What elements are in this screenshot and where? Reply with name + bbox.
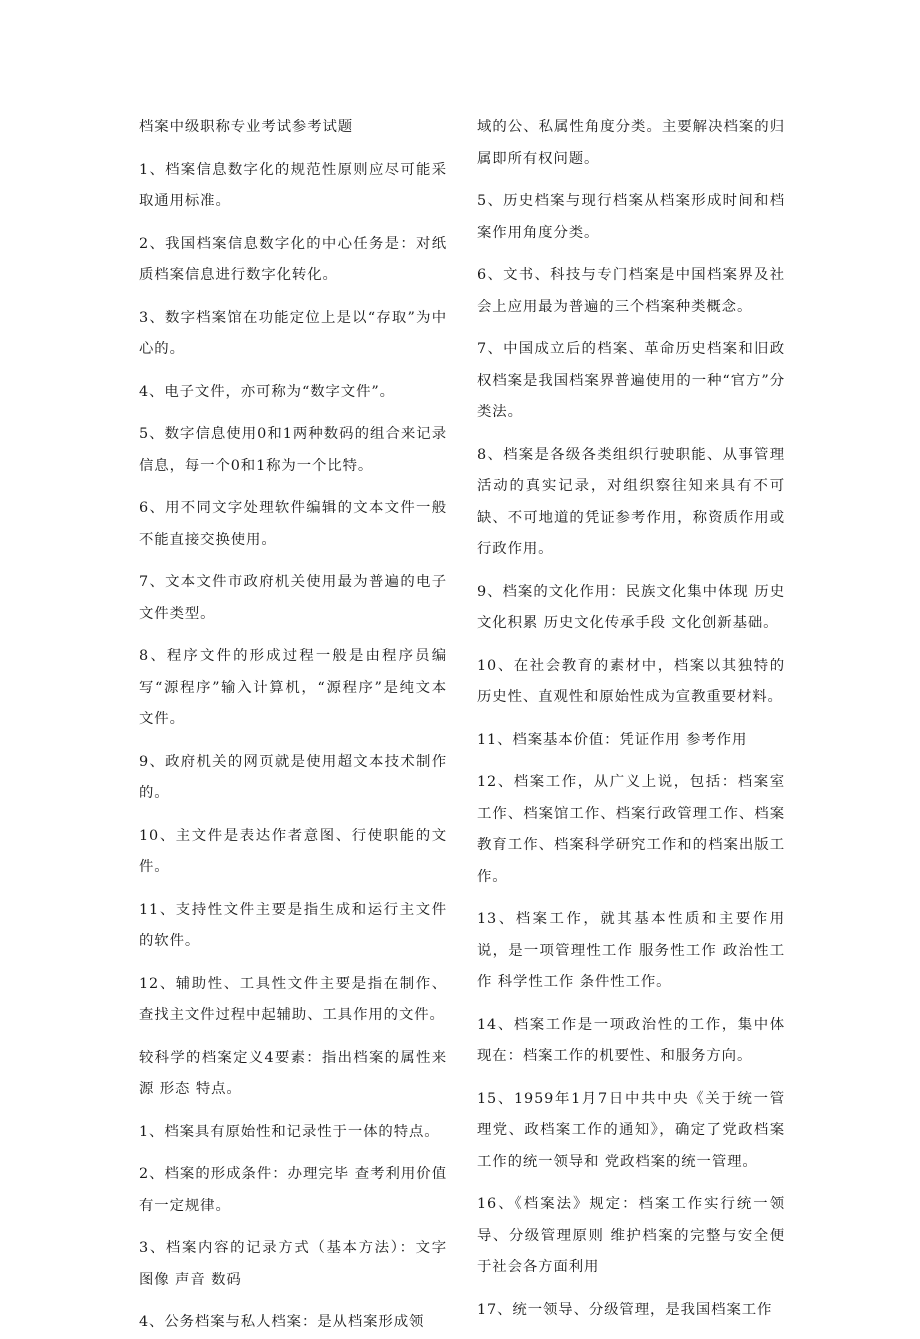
section-heading: 较科学的档案定义4要素：指出档案的属性来源 形态 特点。 [139,1049,447,1097]
question-paragraph: 4、公务档案与私人档案：是从档案形成领 [139,1314,425,1330]
question-paragraph: 15、1959年1月7日中共中央《关于统一管理党、政档案工作的通知》，确定了党政档案工作的统一领导和 党政档案的统一管理。 [477,1090,785,1170]
question-paragraph: 17、统一领导、分级管理，是我国档案工作 [477,1301,773,1318]
question-paragraph: 16、《档案法》规定：档案工作实行统一领导、分级管理原则 维护档案的完整与安全便于社会各方面利用 [477,1196,785,1275]
question-paragraph: 2、档案的形成条件：办理完毕 查考利用价值 有一定规律。 [139,1166,447,1214]
question-paragraph: 12、辅助性、工具性文件主要是指在制作、查找主文件过程中起辅助、工具作用的文件。 [139,975,447,1023]
question-paragraph: 5、数字信息使用0和1两种数码的组合来记录信息，每一个0和1称为一个比特。 [139,426,447,474]
question-paragraph: 7、中国成立后的档案、革命历史档案和旧政权档案是我国档案界普遍使用的一种“官方”分类法。 [477,341,785,420]
question-paragraph: 1、档案信息数字化的规范性原则应尽可能采取通用标准。 [139,161,447,209]
question-paragraph: 4、电子文件，亦可称为“数字文件”。 [139,383,395,400]
question-paragraph: 10、主文件是表达作者意图、行使职能的文件。 [139,827,447,875]
question-paragraph: 6、用不同文字处理软件编辑的文本文件一般不能直接交换使用。 [139,500,447,548]
question-paragraph: 8、程序文件的形成过程一般是由程序员编写“源程序”输入计算机，“源程序”是纯文本文件。 [139,648,447,727]
continued-paragraph: 域的公、私属性角度分类。主要解决档案的归属即所有权问题。 [477,119,785,167]
question-paragraph: 9、档案的文化作用：民族文化集中体现 历史文化积累 历史文化传承手段 文化创新基础。 [477,583,785,631]
question-paragraph: 1、档案具有原始性和记录性于一体的特点。 [139,1123,440,1140]
question-paragraph: 2、我国档案信息数字化的中心任务是：对纸质档案信息进行数字化转化。 [139,235,447,283]
question-paragraph: 10、在社会教育的素材中，档案以其独特的历史性、直观性和原始性成为宣教重要材料。 [477,657,785,705]
question-paragraph: 3、档案内容的记录方式（基本方法）：文字图像 声音 数码 [139,1240,447,1288]
question-paragraph: 13、档案工作，就其基本性质和主要作用说，是一项管理性工作 服务性工作 政治性工作 科学性工作 条件性工作。 [477,911,785,990]
document-title: 档案中级职称专业考试参考试题 [139,119,354,135]
question-paragraph: 6、文书、科技与专门档案是中国档案界及社会上应用最为普遍的三个档案种类概念。 [477,267,785,315]
question-paragraph: 5、历史档案与现行档案从档案形成时间和档案作用角度分类。 [477,193,785,241]
question-paragraph: 11、支持性文件主要是指生成和运行主文件的软件。 [139,901,447,949]
question-paragraph: 8、档案是各级各类组织行驶职能、从事管理活动的真实记录，对组织察往知来具有不可缺、不可地道的凭证参考作用，称资质作用或行政作用。 [477,446,785,557]
question-paragraph: 7、文本文件市政府机关使用最为普遍的电子文件类型。 [139,574,447,622]
question-paragraph: 11、档案基本价值：凭证作用 参考作用 [477,731,748,748]
question-paragraph: 12、档案工作，从广义上说，包括：档案室工作、档案馆工作、档案行政管理工作、档案教育工作、档案科学研究工作和的档案出版工作。 [477,774,785,885]
question-paragraph: 3、数字档案馆在功能定位上是以“存取”为中心的。 [139,309,447,357]
right-column [477,112,785,1326]
question-paragraph: 14、档案工作是一项政治性的工作，集中体现在：档案工作的机要性、和服务方向。 [477,1016,785,1064]
question-paragraph: 9、政府机关的网页就是使用超文本技术制作的。 [139,753,447,801]
left-column [139,112,447,1339]
